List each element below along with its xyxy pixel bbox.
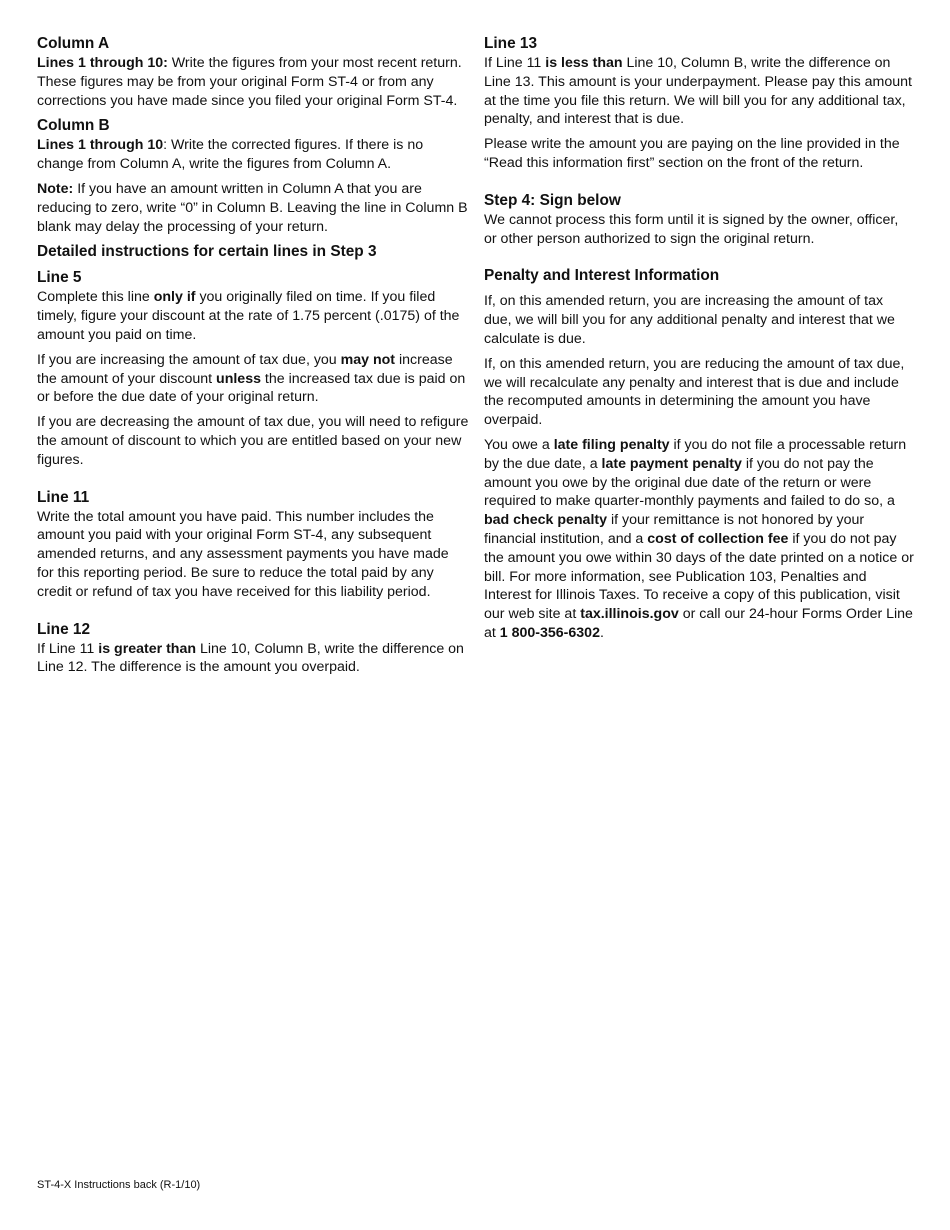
step4-paragraph: We cannot process this form until it is signed by the owner, officer, or other person authorized to sign the original return. xyxy=(484,211,899,247)
column-b-note: Note: If you have an amount written in Column A that you are reducing to zero, write “0” in Column B. Leaving the line in Column B blank may delay the processing of your return. xyxy=(37,180,468,235)
line13-paragraph-2: Please write the amount you are paying on the line provided in the “Read this information first” section on the front of the return. xyxy=(484,136,900,171)
detailed-instructions-heading: Detailed instructions for certain lines in Step 3 xyxy=(37,243,377,261)
line13-paragraph-1: If Line 11 is less than Line 10, Column B, write the difference on Line 13. This amount is your underpayment. Please pay this amount at the time you file this return. We will bill you for any additional tax, penalty, and interest that is due. xyxy=(484,55,912,128)
step4-heading: Step 4: Sign below xyxy=(484,191,621,209)
line5-paragraph-3: If you are decreasing the amount of tax due, you will need to refigure the amount of discount to which you are entitled based on your new figures. xyxy=(37,414,469,468)
penalty-paragraph-1: If, on this amended return, you are increasing the amount of tax due, we will bill you for any additional penalty and interest that we calculate is due. xyxy=(484,293,895,347)
line5-heading: Line 5 xyxy=(37,269,82,287)
line5-paragraph-2: If you are increasing the amount of tax due, you may not increase the amount of your discount unless the increased tax due is paid on or before the due date of your original return. xyxy=(37,351,466,406)
column-b-paragraph: Lines 1 through 10: Write the corrected figures. If there is no change from Column A, write the figures from Column A. xyxy=(37,137,424,173)
penalty-heading: Penalty and Interest Information xyxy=(484,267,720,285)
line12-paragraph: If Line 11 is greater than Line 10, Column B, write the difference on Line 12. The difference is the amount you overpaid. xyxy=(37,640,464,676)
right-column xyxy=(484,34,914,643)
penalty-paragraph-2: If, on this amended return, you are reducing the amount of tax due, we will recalculate any penalty and interest that is due and include the recomputed amounts in determining the amount you have overpaid. xyxy=(484,355,905,429)
line12-heading: Line 12 xyxy=(37,620,91,638)
line5-paragraph-1: Complete this line only if you originally filed on time. If you filed timely, figure your discount at the rate of 1.75 percent (.0175) of the amount you paid on time. xyxy=(37,289,460,343)
form-footer: ST-4-X Instructions back (R-1/10) xyxy=(37,1179,201,1191)
line13-heading: Line 13 xyxy=(484,35,538,52)
penalty-paragraph-3: You owe a late filing penalty if you do not file a processable return by the due date, a late payment penalty if you do not pay the amount you owe by the original due date of the return or were required to make quarter-monthly payments and failed to do so, a bad check penalty if your remittance is not honored by your financial institution, and a cost of collection fee if you do not pay the amount you owe within 30 days of the date printed on a notice or bill. For more information, see Publication 103, Penalties and Interest for Illinois Taxes. To receive a copy of this publication, visit our web site at tax.illinois.gov or call our 24-hour Forms Order Line at 1 800-356-6302. xyxy=(484,436,914,641)
column-a-paragraph: Lines 1 through 10: Write the figures from your most recent return. These figures may be from your original Form ST-4 or from any corrections you have made since you filed your original Form ST-4. xyxy=(37,55,462,109)
line11-heading: Line 11 xyxy=(37,488,90,506)
line11-paragraph: Write the total amount you have paid. This number includes the amount you paid with your original Form ST-4, any subsequent amended returns, and any assessment payments you have made for this reporting period. Be sure to reduce the total paid by any credit or refund of tax you have received for this liability period. xyxy=(37,508,449,600)
left-column xyxy=(37,34,469,677)
column-b-heading: Column B xyxy=(37,117,110,135)
column-a-heading: Column A xyxy=(37,35,110,52)
